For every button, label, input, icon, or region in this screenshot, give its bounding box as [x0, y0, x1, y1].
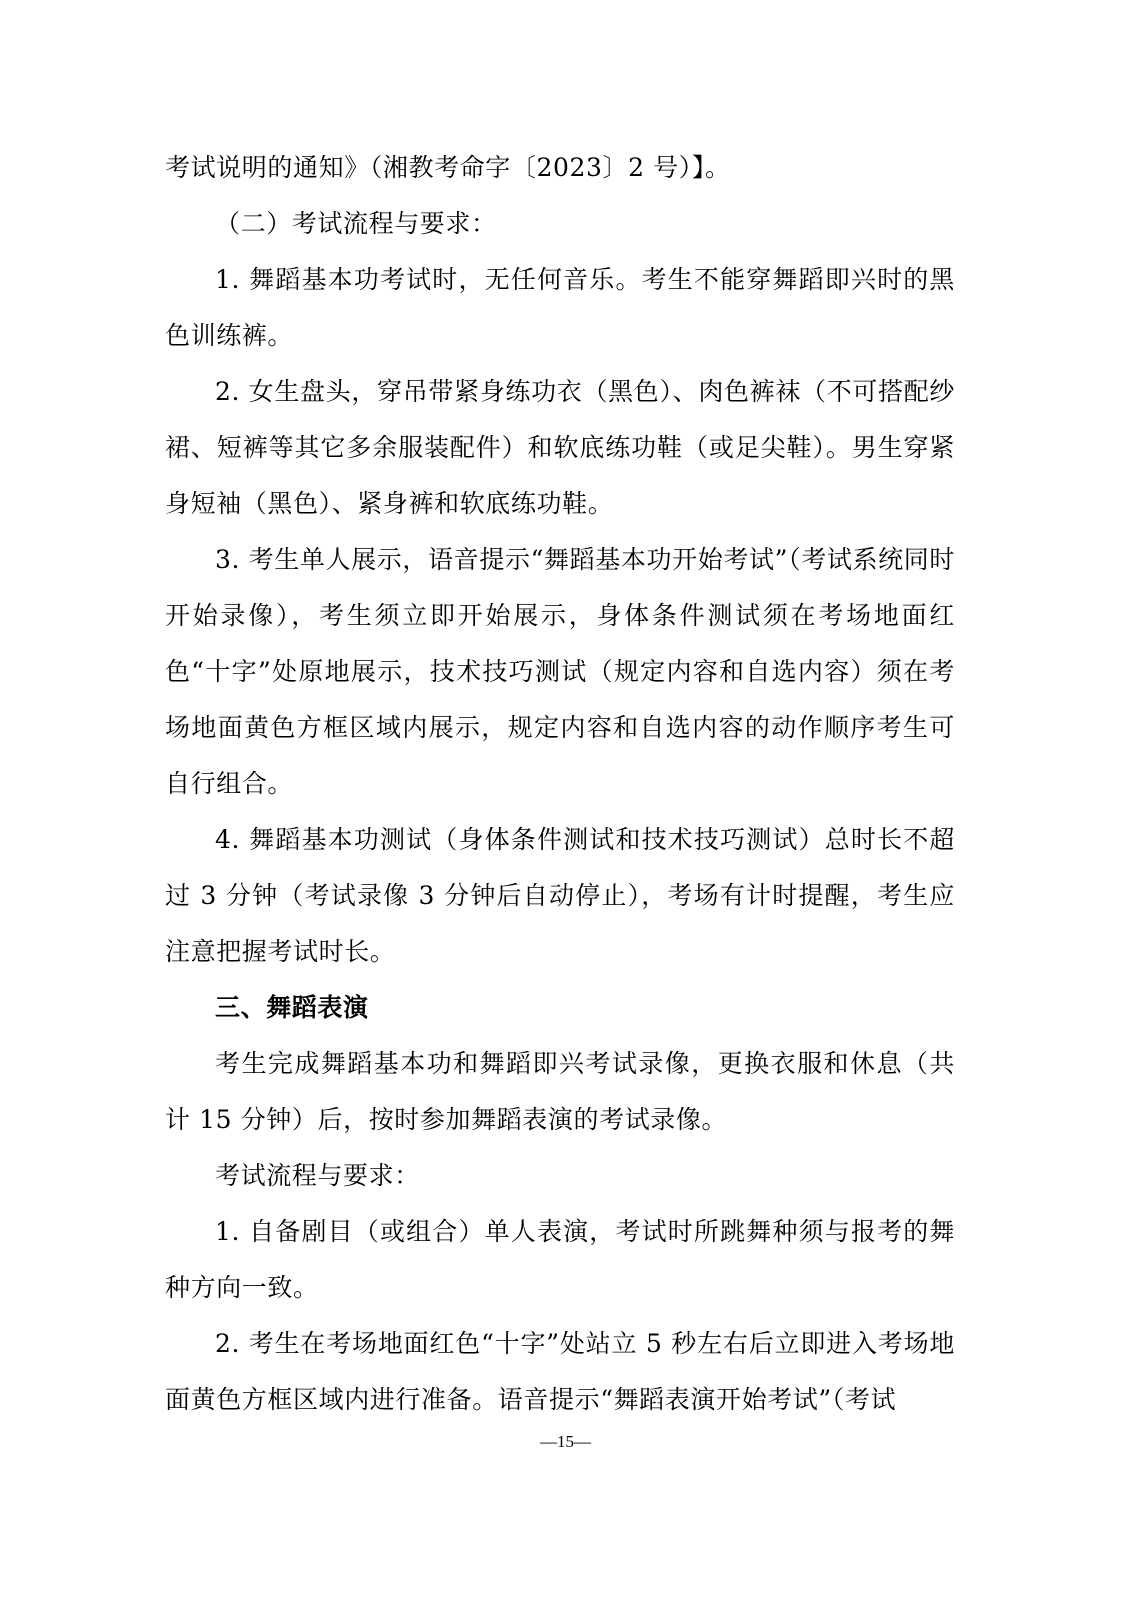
- document-body: [165, 140, 955, 1428]
- paragraph-process-heading: 考试流程与要求：: [215, 1161, 420, 1190]
- page-number: —15—: [540, 1432, 591, 1451]
- paragraph-rule-2: 2. 女生盘头，穿吊带紧身练功衣（黑色）、肉色裤袜（不可搭配纱裙、短裤等其它多余服装配件）和软底练功鞋（或足尖鞋）。男生穿紧身短袖（黑色）、紧身裤和软底练功鞋。: [165, 377, 955, 518]
- paragraph-performance-intro: 考生完成舞蹈基本功和舞蹈即兴考试录像，更换衣服和休息（共计 15 分钟）后，按时参加舞蹈表演的考试录像。: [165, 1049, 955, 1134]
- paragraph-section-two-heading: （二）考试流程与要求：: [215, 209, 497, 238]
- paragraph-rule-4: 4. 舞蹈基本功测试（身体条件测试和技术技巧测试）总时长不超过 3 分钟（考试录像 3 分钟后自动停止），考场有计时提醒，考生应注意把握考试时长。: [165, 825, 955, 966]
- paragraph-performance-rule-2: 2. 考生在考场地面红色“十字”处站立 5 秒左右后立即进入考场地面黄色方框区域内进行准备。语音提示“舞蹈表演开始考试”（考试: [165, 1329, 955, 1414]
- paragraph-performance-rule-1: 1. 自备剧目（或组合）单人表演，考试时所跳舞种须与报考的舞种方向一致。: [165, 1217, 955, 1302]
- section-heading-dance-performance: 三、舞蹈表演: [215, 993, 369, 1022]
- paragraph-notice-title-end: 考试说明的通知》（湘教考命字〔2023〕2 号）】。: [165, 153, 731, 182]
- paragraph-rule-3: 3. 考生单人展示，语音提示“舞蹈基本功开始考试”（考试系统同时开始录像），考生须立即开始展示，身体条件测试须在考场地面红色“十字”处原地展示，技术技巧测试（规定内容和自选内容）须在考场地面黄色方框区域内展示，规定内容和自选内容的动作顺序考生可自行组合。: [165, 545, 955, 798]
- paragraph-rule-1: 1. 舞蹈基本功考试时，无任何音乐。考生不能穿舞蹈即兴时的黑色训练裤。: [165, 265, 955, 350]
